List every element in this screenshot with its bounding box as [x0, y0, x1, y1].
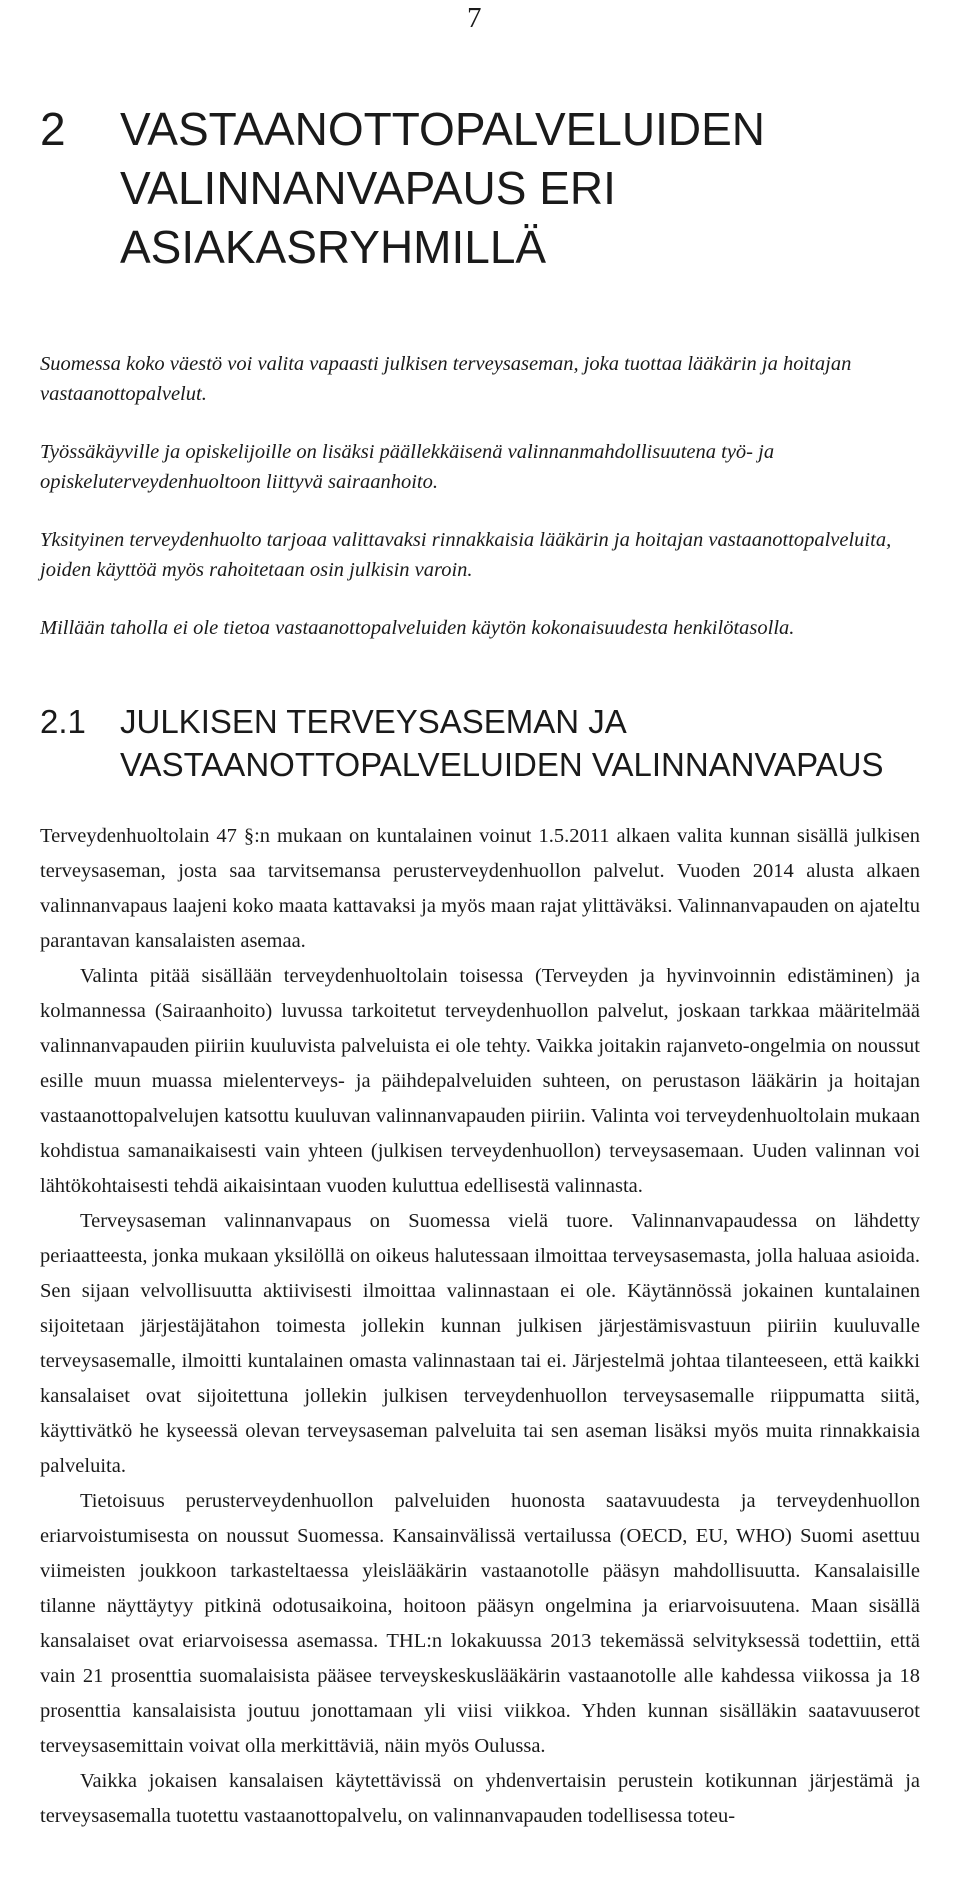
page-number: 7 [467, 2, 482, 34]
section-body [40, 819, 920, 1834]
section-title-line-2: VASTAANOTTOPALVELUIDEN VALINNANVAPAUS [120, 746, 884, 783]
summary-paragraph-2: Työssäkäyville ja opiskelijoille on lisäksi päällekkäisenä valinnanmahdollisuutena työ- ja opiskeluterveydenhuoltoon liittyvä sairaanhoito. [40, 441, 775, 493]
chapter-title-line-3: ASIAKASRYHMILLÄ [120, 221, 547, 273]
chapter-heading [40, 100, 940, 277]
summary-paragraph-3: Yksityinen terveydenhuolto tarjoaa valittavaksi rinnakkaisia lääkärin ja hoitajan vastaanottopalveluita, joiden käyttöä myös rahoitetaan osin julkisin varoin. [40, 529, 892, 581]
summary-paragraph-4: Millään taholla ei ole tietoa vastaanottopalveluiden käytön kokonaisuudesta henkilötasolla. [40, 617, 795, 639]
chapter-summary [40, 349, 920, 643]
body-paragraph-5: Vaikka jokaisen kansalaisen käytettävissä on yhdenvertaisin perustein kotikunnan järjestämä ja terveysasemalla tuotettu vastaanottopalvelu, on valinnanvapauden todellisessa toteu- [40, 1770, 920, 1827]
body-paragraph-2: Valinta pitää sisällään terveydenhuoltolain toisessa (Terveyden ja hyvinvoinnin edistäminen) ja kolmannessa (Sairaanhoito) luvussa tarkoitetut terveydenhuollon palvelut, joskaan tarkkaa määritelmää valinnanvapauden piiriin kuuluvista palveluista ei ole tehty. Vaikka joitakin rajanveto-ongelmia on noussut esille muun muassa mielenterveys- ja päihdepalveluiden suhteen, on perustason lääkärin ja hoitajan vastaanottopalvelujen katsottu kuuluvan valinnanvapauden piiriin. Valinta voi terveydenhuoltolain mukaan kohdistua samanaikaisesti vain yhteen (julkisen terveydenhuollon) terveysasemaan. Uuden valinnan voi lähtökohtaisesti tehdä aikaisintaan vuoden kuluttua edellisestä valinnasta. [40, 965, 920, 1197]
summary-paragraph-1: Suomessa koko väestö voi valita vapaasti julkisen terveysaseman, joka tuottaa lääkärin ja hoitajan vastaanottopalvelut. [40, 353, 852, 405]
body-paragraph-1: Terveydenhuoltolain 47 §:n mukaan on kuntalainen voinut 1.5.2011 alkaen valita kunnan sisällä julkisen terveysaseman, josta saa tarvitsemansa perusterveydenhuollon palvelut. Vuoden 2014 alusta alkaen valinnanvapaus laajeni koko maata kattavaksi ja myös maan rajat ylittäväksi. Valinnanvapauden on ajateltu parantavan kansalaisten asemaa. [40, 825, 920, 952]
section-title-line-1: JULKISEN TERVEYSASEMAN JA [120, 703, 627, 740]
body-paragraph-4: Tietoisuus perusterveydenhuollon palveluiden huonosta saatavuudesta ja terveydenhuollon eriarvoistumisesta on noussut Suomessa. Kansainvälissä vertailussa (OECD, EU, WHO) Suomi asettuu viimeisten joukkoon tarkasteltaessa yleislääkärin vastaanotolle pääsyn mahdollisuutta. Kansalaisille tilanne näyttäytyy pitkinä odotusaikoina, hoitoon pääsyn ongelmina ja eriarvoisuutena. Maan sisällä kansalaiset ovat eriarvoisessa asemassa. THL:n lokakuussa 2013 tekemässä selvityksessä todettiin, että vain 21 prosenttia suomalaisista pääsee terveyskeskuslääkärin vastaanotolle alle kahdessa viikossa ja 18 prosenttia kansalaisista joutuu jonottamaan yli viisi viikkoa. Yhden kunnan sisälläkin saatavuuserot terveysasemittain voivat olla merkittäviä, näin myös Oulussa. [40, 1490, 920, 1757]
chapter-title-line-2: VALINNANVAPAUS ERI [120, 162, 616, 214]
chapter-number: 2 [40, 103, 66, 155]
section-number: 2.1 [40, 703, 86, 740]
section-heading [40, 700, 940, 786]
chapter-title-line-1: VASTAANOTTOPALVELUIDEN [120, 103, 766, 155]
body-paragraph-3: Terveysaseman valinnanvapaus on Suomessa vielä tuore. Valinnanvapaudessa on lähdetty periaatteesta, jonka mukaan yksilöllä on oikeus halutessaan ilmoittaa terveysasemasta, jolla haluaa asioida. Sen sijaan velvollisuutta aktiivisesti ilmoittaa valinnastaan ei ole. Käytännössä jokainen kuntalainen sijoitetaan järjestäjätahon toimesta jollekin kunnan julkisen järjestämisvastuun piiriin kuuluvalle terveysasemalle, ilmoitti kuntalainen omasta valinnastaan tai ei. Järjestelmä johtaa tilanteeseen, että kaikki kansalaiset ovat sijoitettuna jollekin julkisen terveydenhuollon terveysasemalle riippumatta siitä, käyttivätkö he kyseessä olevan terveysaseman palveluita tai sen aseman lisäksi myös muita rinnakkaisia palveluita. [40, 1210, 920, 1477]
